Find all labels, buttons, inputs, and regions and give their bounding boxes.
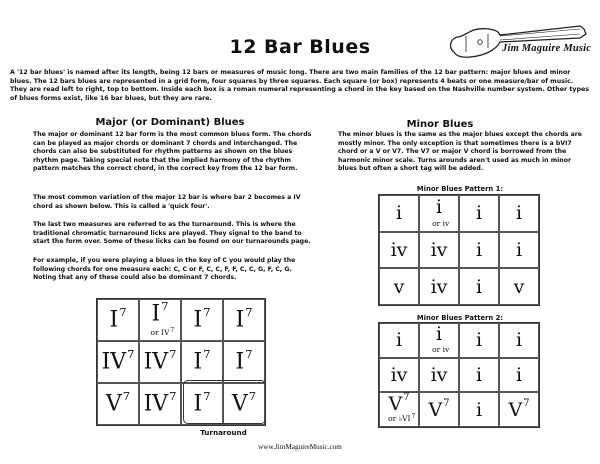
chord-root: IV bbox=[101, 349, 127, 375]
chord-numeral bbox=[391, 364, 408, 386]
chord-cell bbox=[139, 341, 181, 383]
chord-numeral bbox=[431, 276, 448, 298]
chord-root: iv bbox=[430, 238, 448, 261]
chord-numeral bbox=[436, 196, 442, 218]
intro-paragraph: A '12 bar blues' is named after its length, being 12 bars or measures of music long. There are two main families of the 12 bar pattern: major blues and minor blues. The 12 bars blues are represented in a grid form, four squares by three squares. Each square (or box) represents 4 beats or one measure/bar of music. They are read left to right, top to bottom. Inside each box is a roman numeral representing a chord in the key based on the Nashville number system. Other types of blues forms exist, like 16 bar blues, but they are rare. bbox=[10, 69, 589, 103]
chord-cell bbox=[499, 268, 539, 305]
chord-numeral bbox=[391, 239, 408, 261]
chord-cell bbox=[97, 383, 139, 425]
chord-extension: 7 bbox=[127, 347, 135, 362]
chord-root: i bbox=[475, 275, 483, 298]
alternate-chord bbox=[432, 345, 449, 354]
chord-cell bbox=[223, 299, 265, 341]
chord-root: iv bbox=[390, 238, 408, 261]
chord-numeral bbox=[516, 202, 522, 224]
chord-root: I bbox=[235, 307, 245, 333]
chord-extension: 7 bbox=[248, 389, 257, 404]
minor-pattern-1-title: Minor Blues Pattern 1: bbox=[416, 185, 504, 193]
chord-root: i bbox=[395, 202, 403, 225]
chord-numeral bbox=[152, 301, 169, 326]
minor-paragraph: The minor blues is the same as the major blues except the chords are mostly minor. The only exception is that sometimes there is a bVI7 chord or a V or V7. The V7 or major V chord is borrowed from the harmonic minor scale. Turns arounds aren't used as much in minor blues but often a short tag will be added. bbox=[338, 131, 583, 173]
alternate-chord-root: or IV bbox=[150, 328, 170, 337]
chord-cell bbox=[419, 392, 459, 427]
chord-root: i bbox=[515, 329, 523, 352]
guitar-icon bbox=[440, 12, 590, 72]
chord-numeral bbox=[102, 349, 135, 374]
chord-root: V bbox=[388, 392, 403, 415]
chord-root: I bbox=[193, 349, 203, 375]
chord-cell bbox=[379, 195, 419, 232]
alternate-chord-root: or ♭VI bbox=[388, 414, 411, 423]
chord-cell bbox=[459, 392, 499, 427]
chord-extension: 7 bbox=[169, 347, 177, 362]
chord-root: i bbox=[515, 363, 523, 386]
chord-numeral bbox=[476, 329, 482, 351]
turnaround-label: Turnaround bbox=[200, 428, 247, 437]
chord-cell bbox=[499, 358, 539, 393]
chord-numeral bbox=[428, 399, 449, 421]
chord-cell bbox=[223, 341, 265, 383]
chord-cell bbox=[139, 383, 181, 425]
chord-extension: 7 bbox=[523, 398, 530, 410]
chord-numeral bbox=[396, 202, 402, 224]
chord-cell bbox=[139, 299, 181, 341]
chord-numeral bbox=[476, 364, 482, 386]
chord-root: I bbox=[151, 301, 161, 327]
chord-root: I bbox=[109, 307, 119, 333]
chord-cell bbox=[379, 358, 419, 393]
chord-root: I bbox=[235, 349, 245, 375]
chord-cell bbox=[459, 358, 499, 393]
chord-numeral bbox=[144, 391, 177, 416]
chord-root: iv bbox=[390, 363, 408, 386]
chord-cell bbox=[459, 195, 499, 232]
chord-root: IV bbox=[143, 391, 169, 417]
chord-cell bbox=[459, 323, 499, 358]
chord-cell bbox=[97, 341, 139, 383]
chord-extension: 7 bbox=[161, 299, 169, 314]
chord-root: iv bbox=[430, 275, 448, 298]
major-paragraph-1: The major or dominant 12 bar form is the most common blues form. The chords can be played as major chords or dominant 7 chords and interchanged. The chords can also be substituted for rhythm patterns as shown on the blues rhythm page. Taking special note that the implied harmony of the rhythm pattern matches the correct chord, in the correct key from the 12 bar form. bbox=[33, 131, 312, 173]
chord-cell bbox=[181, 341, 223, 383]
chord-root: V bbox=[428, 398, 443, 421]
major-paragraph-4: For example, if you were playing a blues in the key of C you would play the following chords for one measure each: C, C or F, C, C, F, F, C, C, G, F, C, G. Noting that any of these could also be dominant 7 chords. bbox=[33, 257, 296, 282]
chord-cell bbox=[379, 392, 419, 427]
chord-root: i bbox=[475, 329, 483, 352]
chord-numeral bbox=[431, 239, 448, 261]
chord-extension: 7 bbox=[203, 389, 211, 404]
chord-root: i bbox=[475, 363, 483, 386]
chord-root: v bbox=[513, 275, 525, 298]
major-paragraph-2: The most common variation of the major 12 bar is where bar 2 becomes a IV chord as shown below. This is called a 'quick four'. bbox=[33, 194, 301, 210]
chord-numeral bbox=[236, 349, 253, 374]
chord-extension: 7 bbox=[203, 305, 211, 320]
chord-numeral bbox=[194, 307, 211, 332]
chord-root: i bbox=[395, 329, 403, 352]
chord-numeral bbox=[476, 399, 482, 421]
chord-extension: 7 bbox=[245, 347, 253, 362]
chord-extension: 7 bbox=[119, 305, 127, 320]
alternate-chord-extension: 7 bbox=[411, 413, 416, 420]
chord-cell bbox=[499, 232, 539, 269]
chord-cell bbox=[499, 392, 539, 427]
chord-extension: 7 bbox=[169, 389, 177, 404]
chord-root: i bbox=[475, 202, 483, 225]
chord-root: V bbox=[105, 391, 122, 417]
chord-extension: 7 bbox=[403, 392, 410, 404]
chord-numeral bbox=[431, 364, 448, 386]
major-blues-heading: Major (or Dominant) Blues bbox=[95, 117, 245, 128]
chord-root: v bbox=[393, 275, 405, 298]
chord-cell bbox=[181, 299, 223, 341]
chord-cell bbox=[379, 268, 419, 305]
logo bbox=[440, 12, 590, 72]
alternate-chord-root: or iv bbox=[432, 218, 450, 228]
chord-numeral bbox=[436, 323, 442, 345]
chord-root: i bbox=[515, 202, 523, 225]
chord-numeral bbox=[476, 202, 482, 224]
chord-cell bbox=[379, 232, 419, 269]
turnaround-highlight bbox=[183, 380, 266, 424]
chord-numeral bbox=[476, 239, 482, 261]
chord-cell bbox=[379, 323, 419, 358]
chord-cell bbox=[419, 323, 459, 358]
chord-extension: 7 bbox=[443, 398, 450, 410]
chord-cell bbox=[499, 323, 539, 358]
chord-extension: 7 bbox=[245, 305, 253, 320]
chord-root: IV bbox=[143, 349, 169, 375]
chord-extension: 7 bbox=[203, 347, 211, 362]
minor-pattern-2-grid bbox=[378, 322, 540, 428]
major-paragraph-3: The last two measures are referred to as the turnaround. This is where the traditional chromatic turnaround licks are played. They signal to the band to start the form over. Some of these licks can be found on our turnarounds page. bbox=[33, 221, 311, 246]
alternate-chord bbox=[388, 414, 415, 423]
chord-root: I bbox=[193, 307, 203, 333]
chord-numeral bbox=[516, 329, 522, 351]
chord-root: I bbox=[193, 391, 203, 417]
chord-numeral bbox=[110, 307, 127, 332]
chord-cell bbox=[419, 358, 459, 393]
chord-numeral bbox=[144, 349, 177, 374]
chord-numeral bbox=[476, 276, 482, 298]
alternate-chord-root: or iv bbox=[432, 344, 450, 354]
chord-numeral bbox=[194, 349, 211, 374]
chord-numeral bbox=[508, 399, 529, 421]
alternate-chord bbox=[151, 328, 175, 337]
page-title: 12 Bar Blues bbox=[229, 36, 371, 58]
chord-numeral bbox=[396, 329, 402, 351]
chord-root: iv bbox=[430, 363, 448, 386]
minor-blues-heading: Minor Blues bbox=[406, 119, 474, 130]
chord-cell bbox=[419, 232, 459, 269]
alternate-chord-extension: 7 bbox=[170, 327, 175, 334]
chord-numeral bbox=[516, 239, 522, 261]
chord-root: i bbox=[435, 323, 443, 346]
chord-cell bbox=[419, 195, 459, 232]
minor-pattern-2-title: Minor Blues Pattern 2: bbox=[416, 314, 504, 322]
chord-root: i bbox=[515, 238, 523, 261]
chord-numeral bbox=[394, 276, 405, 298]
chord-cell bbox=[97, 299, 139, 341]
chord-numeral bbox=[516, 364, 522, 386]
chord-cell bbox=[419, 268, 459, 305]
logo-text: Jim Maguire Music bbox=[502, 43, 592, 54]
chord-root: i bbox=[475, 238, 483, 261]
chord-numeral bbox=[236, 307, 253, 332]
chord-extension: 7 bbox=[122, 389, 131, 404]
chord-numeral bbox=[514, 276, 525, 298]
chord-cell bbox=[499, 195, 539, 232]
chord-root: V bbox=[231, 391, 248, 417]
chord-root: i bbox=[435, 196, 443, 219]
chord-numeral bbox=[388, 393, 409, 415]
chord-cell bbox=[459, 268, 499, 305]
chord-cell bbox=[459, 232, 499, 269]
chord-root: V bbox=[508, 398, 523, 421]
footer-url[interactable]: www.JimMaguireMusic.com bbox=[258, 443, 342, 451]
alternate-chord bbox=[432, 219, 449, 228]
chord-root: i bbox=[475, 398, 483, 421]
minor-pattern-1-grid bbox=[378, 194, 540, 306]
chord-numeral bbox=[106, 391, 130, 416]
